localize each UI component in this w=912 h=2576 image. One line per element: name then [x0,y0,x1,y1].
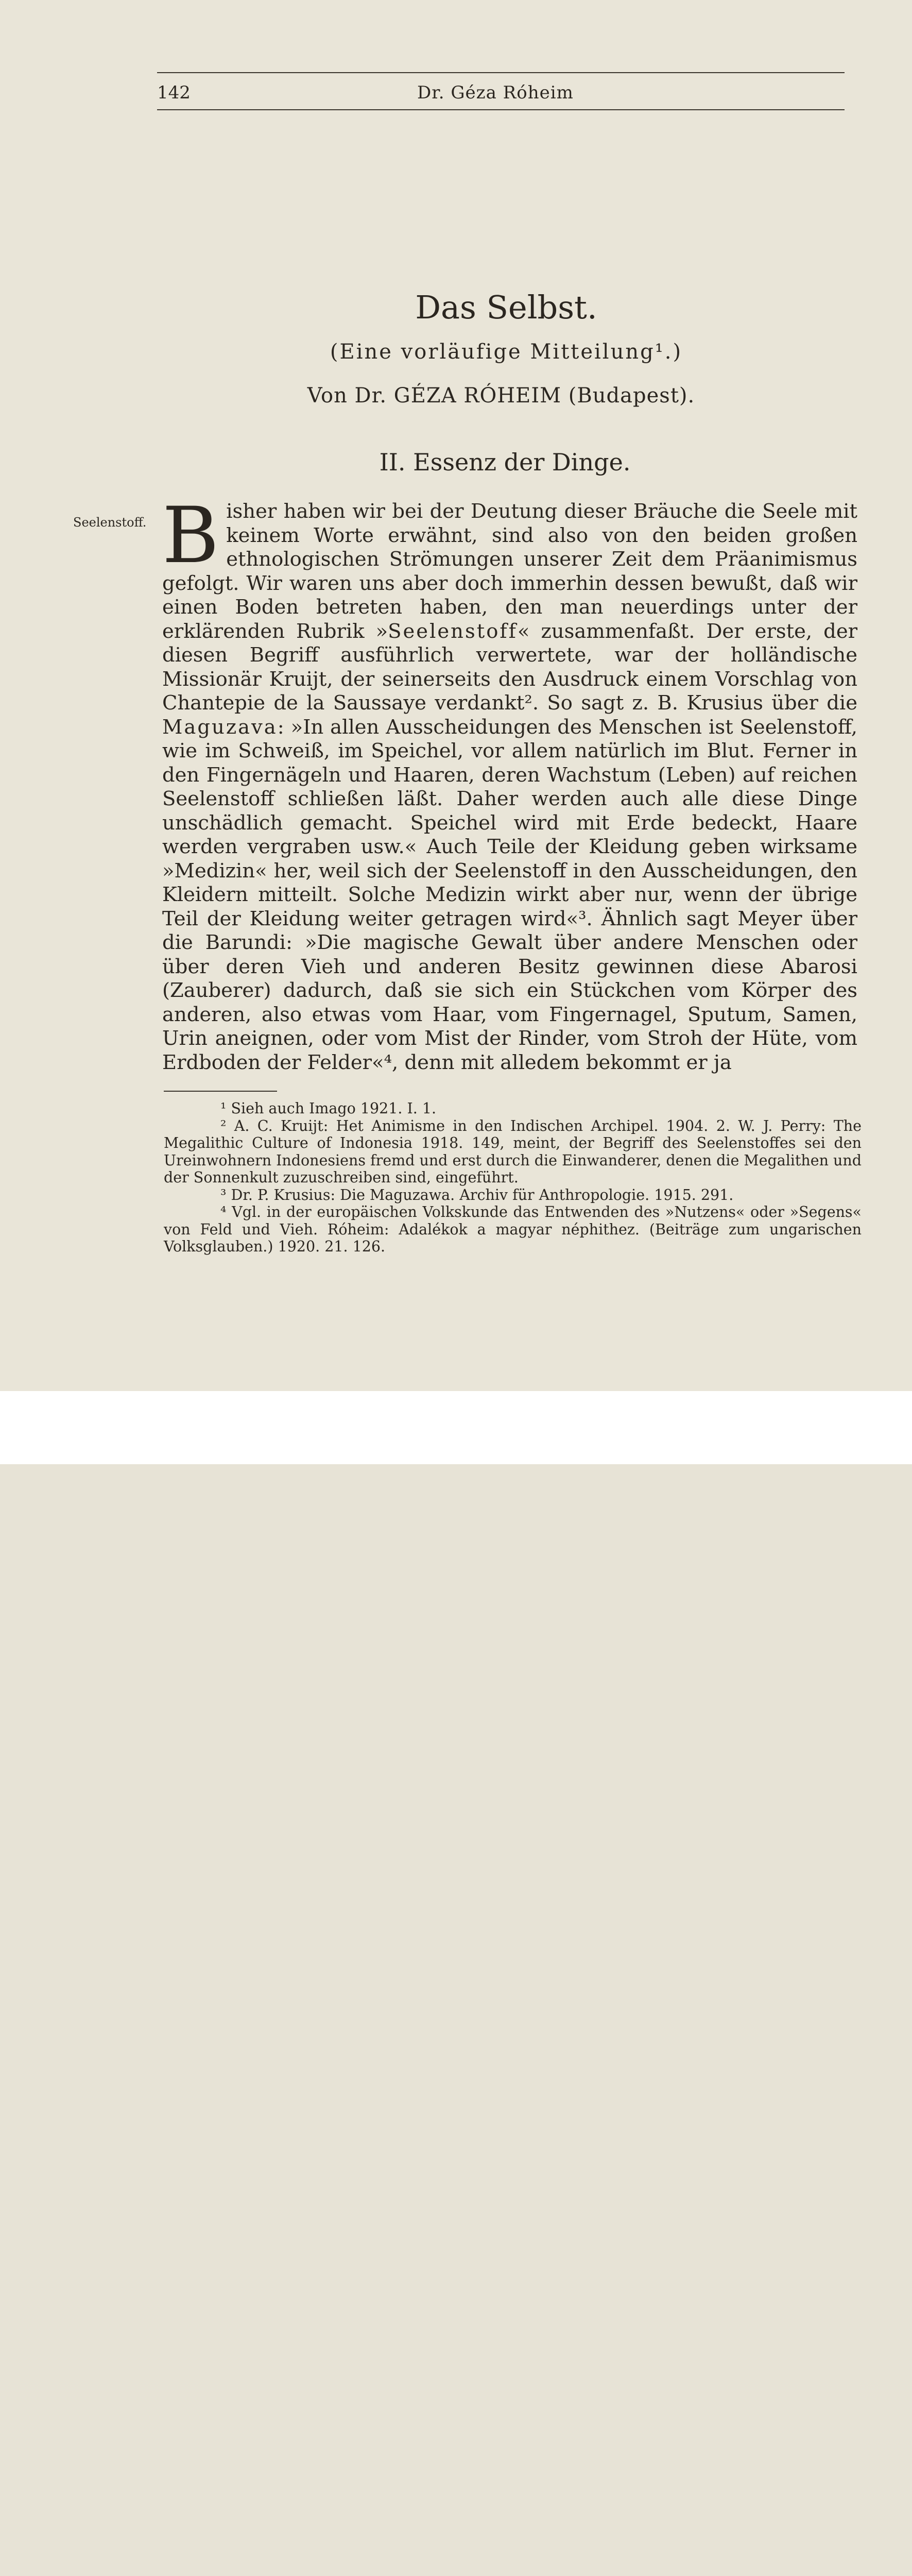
body-text-spaced: Maguzava [162,715,278,739]
section-heading: II. Essenz der Dinge. [379,448,631,476]
header-rule-bottom [157,109,845,110]
body-text-part: isher haben wir bei der Deutung dieser Bräuche die Seele mit keinem Worte erwähnt, sind also von den beiden großen ethnologischen Strömungen unserer Zeit dem Präanimismus gefolgt. Wir waren uns aber doch immerhin dessen bewußt, daß wir einen Boden betreten haben, den man neuerdings unter der erklärenden Rubrik » [162,500,857,643]
drop-cap: B [162,491,219,581]
page-number: 142 [157,82,191,103]
footnote: ³ Dr. P. Krusius: Die Maguzawa. Archiv für Anthropologie. 1915. 291. [220,1186,734,1204]
body-text-part: : »In allen Ausscheidungen des Menschen ist Seelenstoff, wie im Schweiß, im Speichel, vor allem natürlich im Blut. Ferner in den Fingernägeln und Haaren, deren Wachstum (Leben) auf reichen Seelenstoff schließen läßt. Daher werden auch alle diese Dinge unschädlich gemacht. Speichel wird mit Erde bedeckt, Haare werden vergraben usw.« Auch Teile der Kleidung geben wirksame »Medizin« her, weil sich der Seelenstoff in den Ausscheidungen, den Kleidern mitteilt. Solche Medizin wirkt aber nur, wenn der übrige Teil der Kleidung weiter getragen wird«³. Ähnlich sagt Meyer über die Barundi: »Die magische Gewalt über andere Menschen oder über deren Vieh und anderen Besitz gewinnen diese Abarosi (Zauberer) dadurch, daß sie sich ein Stückchen vom Körper des anderen, also etwas vom Haar, vom Fingernagel, Sputum, Samen, Urin aneignen, oder vom Mist der Rinder, vom Stroh der Hüte, vom Erdboden der Felder«⁴, denn mit alledem bekommt er ja [162,715,857,1074]
article-title: Das Selbst. [415,289,597,326]
body-paragraph [162,491,858,1075]
library-footer [0,1391,912,1464]
body-text-spaced: Seelenstoff [388,619,518,643]
footnotes [164,1100,862,1256]
body-text-part: « zusammenfaßt. Der erste, der diesen Begriff ausführlich verwertete, war der holländische Missionär Kruijt, der seinerseits den Ausdruck einem Vorschlag von Chantepie de la Saussaye verdankt². So sagt z. B. Krusius über die [162,619,858,715]
article-subtitle: (Eine vorläufige Mitteilung¹.) [330,340,683,364]
running-head: Dr. Géza Róheim [417,82,574,103]
header-rule-top [157,72,845,73]
article-author: Von Dr. GÉZA RÓHEIM (Budapest). [307,384,695,408]
footnote: ² A. C. Kruijt: Het Animisme in den Indischen Archipel. 1904. 2. W. J. Perry: The Megalithic Culture of Indonesia 1918. 149, meint, der Begriff des Seelenstoffes sei den Ureinwohnern Indonesiens fremd und erst durch die Einwanderer, denen die Megalithen und der Sonnenkult zuzuschreiben sind, eingeführt. [164,1117,862,1186]
footnote: ⁴ Vgl. in der europäischen Volkskunde das Entwenden des »Nutzens« oder »Segens« von Feld und Vieh. Róheim: Adalékok a magyar néphithez. (Beiträge zum ungarischen Volksglauben.) 1920. 21. 126. [164,1204,862,1255]
footnote: ¹ Sieh auch Imago 1921. I. 1. [220,1100,437,1117]
footnote-rule [164,1091,277,1092]
margin-note: Seelenstoff. [73,515,147,530]
